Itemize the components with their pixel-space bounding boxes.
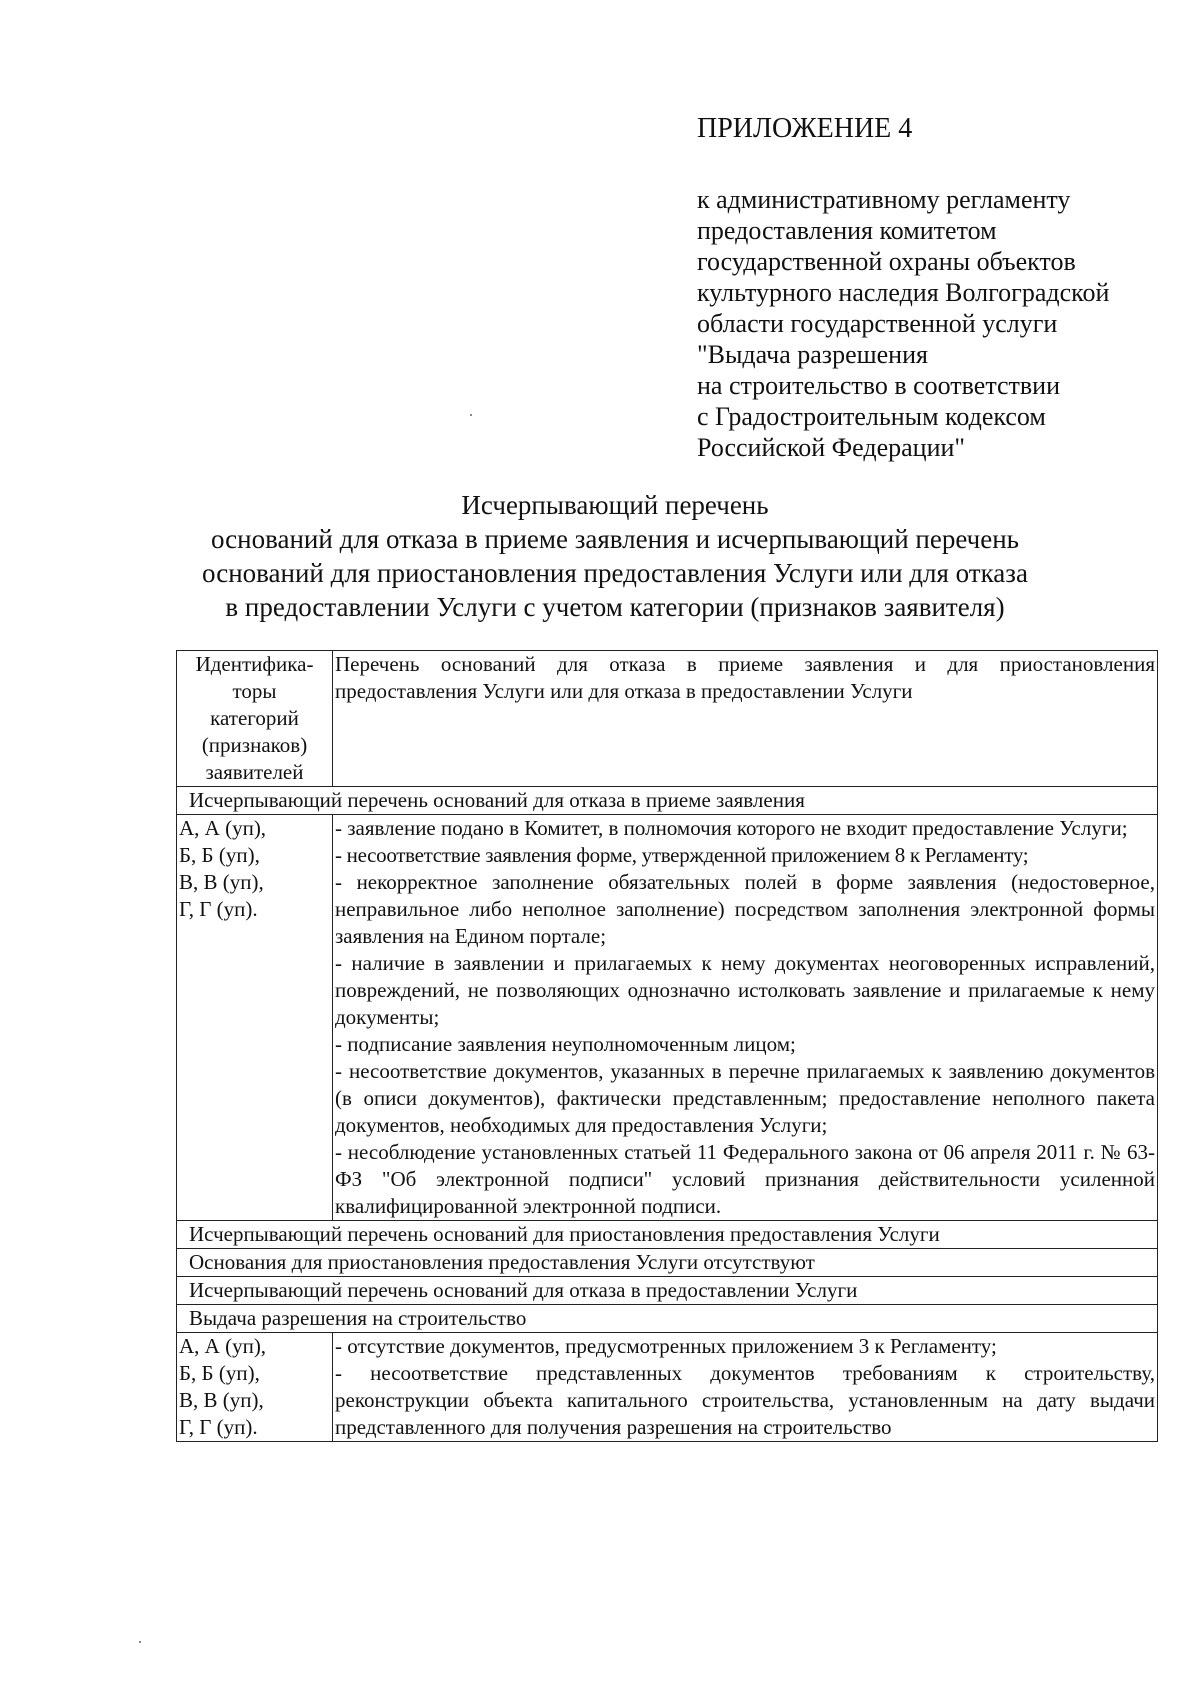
appendix-line: предоставления комитетом	[697, 216, 997, 245]
table-row	[177, 815, 1158, 1221]
reject-receipt-items-cell	[333, 815, 1158, 1221]
category-line: Г, Г (уп).	[179, 897, 258, 921]
appendix-line: культурного наследия Волгоградской	[697, 278, 1110, 307]
list-item: - наличие в заявлении и прилагаемых к нему документах неоговоренных исправлений, повреждений, не позволяющих однозначно истолковать заявление и прилагаемые к нему документы;	[335, 951, 1155, 1029]
header-list-text: Перечень оснований для отказа в приеме заявления и для приостановления предоставления Услуги или для отказа в предоставлении Услуги	[335, 652, 1155, 703]
section-refuse: Исчерпывающий перечень оснований для отказа в предоставлении Услуги	[177, 1277, 1158, 1305]
list-item: - несоответствие представленных документов требованиям к строительству, реконструкции объекта капитального строительства, установленным на дату выдачи представленного для получения разрешения на строительство	[335, 1361, 1155, 1439]
categories-cell	[177, 1333, 333, 1442]
categories-cell	[177, 815, 333, 1221]
document-title-line: оснований для отказа в приеме заявления и исчерпывающий перечень	[211, 524, 1019, 554]
appendix-line: на строительство в соответствии	[697, 371, 1061, 400]
header-ids-cell	[177, 651, 333, 787]
list-item: - несоответствие заявления форме, утвержденной приложением 8 к Регламенту;	[335, 843, 1029, 867]
header-ids-line: заявителей	[205, 760, 304, 784]
document-title	[150, 488, 1080, 624]
category-line: В, В (уп),	[179, 1388, 264, 1412]
section-reject-receipt: Исчерпывающий перечень оснований для отказа в приеме заявления	[177, 787, 1158, 815]
list-item: - несоблюдение установленных статьей 11 Федерального закона от 06 апреля 2011 г. № 63-ФЗ "Об электронной подписи" условий признания действительности усиленной квалифицированной электронной подписи.	[335, 1140, 1155, 1218]
appendix-line: к административному регламенту	[697, 185, 1071, 214]
header-ids-line: торы	[232, 679, 277, 703]
category-line: Б, Б (уп),	[179, 843, 260, 867]
appendix-line: области государственной услуги	[697, 309, 1058, 338]
appendix-block	[697, 112, 1177, 463]
header-list-cell	[333, 651, 1158, 787]
section-row	[177, 1305, 1158, 1333]
appendix-line: государственной охраны объектов	[697, 247, 1076, 276]
document-title-line: оснований для приостановления предоставления Услуги или для отказа	[202, 558, 1028, 588]
document-title-line: Исчерпывающий перечень	[461, 490, 769, 520]
scan-speck	[139, 1641, 141, 1643]
section-row	[177, 787, 1158, 815]
scan-speck	[470, 414, 472, 416]
category-line: Г, Г (уп).	[179, 1415, 258, 1439]
section-row	[177, 1221, 1158, 1249]
appendix-line: Российской Федерации"	[697, 433, 966, 462]
category-line: А, А (уп),	[179, 1334, 267, 1358]
section-row	[177, 1249, 1158, 1277]
appendix-line: с Градостроительным кодексом	[697, 402, 1046, 431]
grounds-table	[176, 650, 1158, 1442]
list-item: - подписание заявления неуполномоченным лицом;	[335, 1032, 796, 1056]
appendix-line: "Выдача разрешения	[697, 340, 928, 369]
refuse-items-cell	[333, 1333, 1158, 1442]
category-line: А, А (уп),	[179, 816, 267, 840]
list-item: - некорректное заполнение обязательных полей в форме заявления (недостоверное, неправильное либо неполное заполнение) посредством заполнения электронной формы заявления на Едином портале;	[335, 870, 1155, 948]
list-item: - заявление подано в Комитет, в полномочия которого не входит предоставление Услуги;	[335, 816, 1128, 840]
table-row	[177, 1333, 1158, 1442]
table-header-row	[177, 651, 1158, 787]
suspend-none: Основания для приостановления предоставления Услуги отсутствуют	[177, 1249, 1158, 1277]
appendix-title: ПРИЛОЖЕНИЕ 4	[697, 113, 913, 144]
category-line: Б, Б (уп),	[179, 1361, 260, 1385]
document-title-line: в предоставлении Услуги с учетом категории (признаков заявителя)	[225, 592, 1005, 622]
refuse-subsection: Выдача разрешения на строительство	[177, 1305, 1158, 1333]
list-item: - отсутствие документов, предусмотренных приложением 3 к Регламенту;	[335, 1334, 997, 1358]
header-ids-line: Идентифика-	[195, 652, 314, 676]
header-ids-line: категорий	[210, 706, 299, 730]
category-line: В, В (уп),	[179, 870, 264, 894]
section-suspend: Исчерпывающий перечень оснований для приостановления предоставления Услуги	[177, 1221, 1158, 1249]
list-item: - несоответствие документов, указанных в перечне прилагаемых к заявлению документов (в описи документов), фактически представленным; предоставление неполного пакета документов, необходимых для предоставления Услуги;	[335, 1059, 1155, 1137]
section-row	[177, 1277, 1158, 1305]
header-ids-line: (признаков)	[201, 733, 308, 757]
